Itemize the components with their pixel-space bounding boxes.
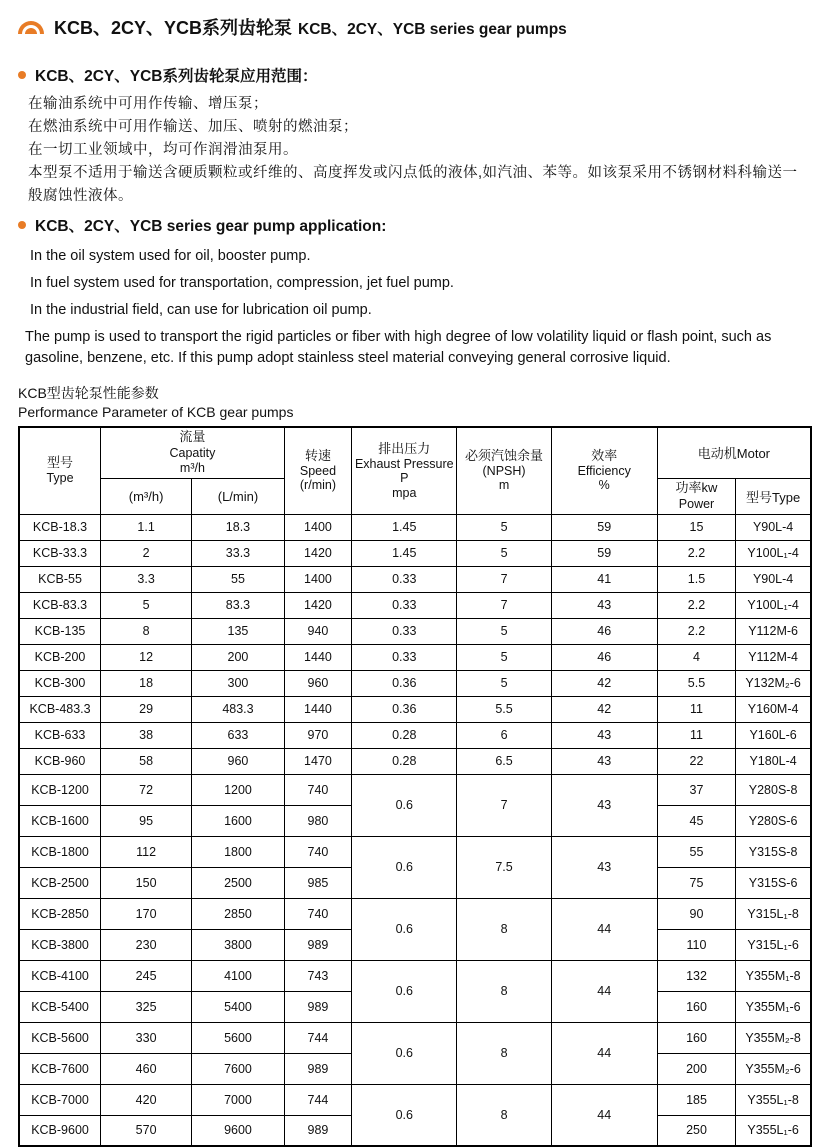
application-zh-line: 在输油系统中可用作传输、增压泵； [28, 96, 268, 112]
cell-power: 200 [657, 1053, 735, 1084]
table-title-zh: KCB型齿轮泵性能参数 [18, 385, 159, 401]
cell-pump-type: KCB-2500 [19, 867, 101, 898]
cell-capacity-lmin: 33.3 [192, 540, 285, 566]
cell-capacity-lmin: 7000 [192, 1084, 285, 1115]
cell-speed: 740 [284, 774, 351, 805]
table-row [19, 618, 811, 644]
cell-capacity-m3h: 150 [101, 867, 192, 898]
cell-capacity-lmin: 9600 [192, 1115, 285, 1146]
table-row [19, 1022, 811, 1053]
cell-efficiency: 46 [551, 618, 657, 644]
cell-power: 110 [657, 929, 735, 960]
section-heading-en-row [18, 214, 812, 236]
cell-capacity-lmin: 4100 [192, 960, 285, 991]
header-pressure [352, 427, 457, 514]
cell-power: 160 [657, 991, 735, 1022]
cell-capacity-m3h: 3.3 [101, 566, 192, 592]
cell-efficiency: 59 [551, 514, 657, 540]
header-power [657, 478, 735, 514]
bullet-icon [18, 221, 26, 229]
cell-npsh: 5 [457, 514, 551, 540]
cell-pump-type: KCB-4100 [19, 960, 101, 991]
cell-efficiency: 59 [551, 540, 657, 566]
header-speed-unit: (r/min) [299, 478, 336, 493]
application-zh-line: 本型泵不适用于输送含硬质颗粒或纤维的、高度挥发或闪点低的液体,如汽油、苯等。如该泵采用不锈钢材料科输送一般腐蚀性液体。 [28, 165, 798, 204]
cell-pump-type: KCB-960 [19, 748, 101, 774]
cell-speed: 744 [284, 1022, 351, 1053]
cell-pump-type: KCB-55 [19, 566, 101, 592]
table-row [19, 1084, 811, 1115]
cell-pressure: 0.6 [352, 960, 457, 1022]
cell-motor-type: Y100L₁-4 [736, 540, 811, 566]
cell-pressure: 0.36 [352, 696, 457, 722]
table-row [19, 540, 811, 566]
header-npsh-en: (NPSH) [482, 463, 526, 478]
header-power-en: Power [678, 496, 715, 511]
header-capacity-lmin: (L/min) [192, 478, 285, 514]
cell-capacity-lmin: 2850 [192, 898, 285, 929]
cell-motor-type: Y90L-4 [736, 566, 811, 592]
header-speed-en: Speed [299, 463, 337, 478]
page-title-en: KCB、2CY、YCB series gear pumps [298, 21, 567, 38]
cell-power: 55 [657, 836, 735, 867]
cell-capacity-m3h: 12 [101, 644, 192, 670]
table-row [19, 774, 811, 805]
header-pump-type [19, 427, 101, 514]
header-efficiency-en: Efficiency [577, 463, 631, 478]
cell-npsh: 5 [457, 644, 551, 670]
cell-motor-type: Y280S-8 [736, 774, 811, 805]
cell-pressure: 0.33 [352, 592, 457, 618]
header-npsh [457, 427, 551, 514]
cell-capacity-m3h: 112 [101, 836, 192, 867]
cell-pressure: 0.36 [352, 670, 457, 696]
arc-logo-icon [18, 21, 44, 34]
cell-capacity-m3h: 8 [101, 618, 192, 644]
cell-power: 45 [657, 805, 735, 836]
cell-capacity-lmin: 135 [192, 618, 285, 644]
cell-efficiency: 44 [551, 1022, 657, 1084]
header-pressure-zh: 排出压力 [378, 440, 431, 456]
cell-capacity-lmin: 7600 [192, 1053, 285, 1084]
table-row [19, 696, 811, 722]
table-row [19, 960, 811, 991]
cell-efficiency: 43 [551, 722, 657, 748]
cell-npsh: 5.5 [457, 696, 551, 722]
cell-speed: 980 [284, 805, 351, 836]
cell-npsh: 7 [457, 592, 551, 618]
cell-motor-type: Y315S-8 [736, 836, 811, 867]
cell-speed: 1440 [284, 644, 351, 670]
cell-power: 22 [657, 748, 735, 774]
cell-npsh: 8 [457, 960, 551, 1022]
cell-speed: 989 [284, 991, 351, 1022]
cell-speed: 989 [284, 1053, 351, 1084]
header-pressure-en: Exhaust Pressure P [354, 456, 454, 486]
cell-capacity-m3h: 72 [101, 774, 192, 805]
application-zh-lines [28, 93, 812, 208]
cell-motor-type: Y315S-6 [736, 867, 811, 898]
cell-pump-type: KCB-1200 [19, 774, 101, 805]
cell-capacity-lmin: 1800 [192, 836, 285, 867]
cell-motor-type: Y355L₁-8 [736, 1084, 811, 1115]
cell-power: 1.5 [657, 566, 735, 592]
cell-motor-type: Y280S-6 [736, 805, 811, 836]
cell-power: 2.2 [657, 592, 735, 618]
cell-pump-type: KCB-7000 [19, 1084, 101, 1115]
cell-npsh: 5 [457, 618, 551, 644]
cell-motor-type: Y112M-4 [736, 644, 811, 670]
header-power-zh: 功率kw [675, 480, 718, 496]
cell-pump-type: KCB-5400 [19, 991, 101, 1022]
cell-speed: 1420 [284, 540, 351, 566]
table-title-en: Performance Parameter of KCB gear pumps [18, 404, 294, 420]
application-en-line: In fuel system used for transportation, compression, jet fuel pump. [30, 275, 454, 291]
header-efficiency-zh: 效率 [591, 448, 618, 463]
cell-efficiency: 44 [551, 898, 657, 960]
table-row [19, 836, 811, 867]
cell-capacity-m3h: 570 [101, 1115, 192, 1146]
cell-capacity-lmin: 5400 [192, 991, 285, 1022]
section-application-zh [18, 64, 812, 208]
table-row [19, 722, 811, 748]
section-application-en [18, 214, 812, 369]
cell-capacity-lmin: 18.3 [192, 514, 285, 540]
cell-motor-type: Y90L-4 [736, 514, 811, 540]
cell-speed: 744 [284, 1084, 351, 1115]
cell-power: 90 [657, 898, 735, 929]
header-pressure-unit: mpa [392, 485, 417, 500]
table-row [19, 898, 811, 929]
cell-npsh: 7 [457, 774, 551, 836]
application-en-paragraph: The pump is used to transport the rigid particles or fiber with high degree of low volatility liquid or flash point, such as gasoline, benzene, etc. If this pump adopt stainless steel material conveying general corrosive liquid. [25, 329, 772, 366]
section-heading-en: KCB、2CY、YCB series gear pump application: [35, 218, 387, 235]
header-type-en: Type [46, 471, 74, 486]
cell-capacity-lmin: 3800 [192, 929, 285, 960]
cell-power: 11 [657, 722, 735, 748]
cell-speed: 960 [284, 670, 351, 696]
cell-efficiency: 44 [551, 960, 657, 1022]
cell-capacity-lmin: 483.3 [192, 696, 285, 722]
table-row [19, 670, 811, 696]
cell-efficiency: 42 [551, 696, 657, 722]
cell-capacity-m3h: 38 [101, 722, 192, 748]
cell-motor-type: Y100L₁-4 [736, 592, 811, 618]
cell-capacity-m3h: 420 [101, 1084, 192, 1115]
cell-motor-type: Y355M₁-6 [736, 991, 811, 1022]
cell-capacity-m3h: 245 [101, 960, 192, 991]
header-npsh-unit: m [498, 478, 510, 493]
header-capacity [101, 427, 285, 478]
cell-power: 15 [657, 514, 735, 540]
cell-npsh: 6.5 [457, 748, 551, 774]
page-title-zh: KCB、2CY、YCB系列齿轮泵 [54, 18, 293, 38]
cell-motor-type: Y355M₂-8 [736, 1022, 811, 1053]
cell-capacity-lmin: 5600 [192, 1022, 285, 1053]
header-capacity-unit: m³/h [179, 461, 205, 476]
header-speed-zh: 转速 [304, 448, 331, 463]
cell-capacity-lmin: 200 [192, 644, 285, 670]
cell-speed: 940 [284, 618, 351, 644]
cell-speed: 740 [284, 898, 351, 929]
cell-efficiency: 42 [551, 670, 657, 696]
cell-npsh: 6 [457, 722, 551, 748]
cell-npsh: 7 [457, 566, 551, 592]
cell-capacity-lmin: 83.3 [192, 592, 285, 618]
cell-power: 11 [657, 696, 735, 722]
cell-motor-type: Y315L₁-8 [736, 898, 811, 929]
cell-capacity-lmin: 2500 [192, 867, 285, 898]
application-zh-line: 在一切工业领域中，均可作润滑油泵用。 [28, 142, 298, 158]
cell-npsh: 8 [457, 1084, 551, 1146]
cell-motor-type: Y355L₁-6 [736, 1115, 811, 1146]
cell-capacity-lmin: 300 [192, 670, 285, 696]
cell-npsh: 7.5 [457, 836, 551, 898]
performance-table-body [19, 514, 811, 1146]
cell-speed: 989 [284, 1115, 351, 1146]
cell-speed: 1400 [284, 514, 351, 540]
page-title [18, 14, 812, 40]
cell-capacity-m3h: 58 [101, 748, 192, 774]
cell-efficiency: 41 [551, 566, 657, 592]
cell-npsh: 5 [457, 540, 551, 566]
cell-power: 4 [657, 644, 735, 670]
cell-speed: 985 [284, 867, 351, 898]
cell-motor-type: Y160L-6 [736, 722, 811, 748]
cell-pump-type: KCB-200 [19, 644, 101, 670]
cell-pump-type: KCB-83.3 [19, 592, 101, 618]
cell-pressure: 0.33 [352, 566, 457, 592]
cell-pump-type: KCB-1600 [19, 805, 101, 836]
header-type-zh: 型号 [47, 455, 74, 471]
cell-pressure: 0.6 [352, 1022, 457, 1084]
header-efficiency [551, 427, 657, 514]
cell-capacity-m3h: 18 [101, 670, 192, 696]
cell-power: 5.5 [657, 670, 735, 696]
cell-capacity-m3h: 325 [101, 991, 192, 1022]
section-heading-zh-row [18, 64, 812, 86]
table-header [19, 427, 811, 514]
header-motor-type: 型号Type [736, 478, 811, 514]
table-row [19, 514, 811, 540]
cell-capacity-lmin: 960 [192, 748, 285, 774]
section-heading-zh: KCB、2CY、YCB系列齿轮泵应用范围： [35, 68, 318, 85]
page-title-text [54, 14, 567, 40]
cell-speed: 1440 [284, 696, 351, 722]
cell-efficiency: 43 [551, 836, 657, 898]
cell-power: 185 [657, 1084, 735, 1115]
header-capacity-en: Capatity [169, 445, 216, 460]
cell-motor-type: Y112M-6 [736, 618, 811, 644]
cell-efficiency: 43 [551, 774, 657, 836]
cell-npsh: 5 [457, 670, 551, 696]
cell-pump-type: KCB-7600 [19, 1053, 101, 1084]
cell-speed: 970 [284, 722, 351, 748]
cell-pressure: 0.33 [352, 618, 457, 644]
cell-pump-type: KCB-135 [19, 618, 101, 644]
table-row [19, 566, 811, 592]
cell-speed: 740 [284, 836, 351, 867]
cell-pump-type: KCB-2850 [19, 898, 101, 929]
cell-speed: 1470 [284, 748, 351, 774]
cell-pump-type: KCB-1800 [19, 836, 101, 867]
cell-speed: 743 [284, 960, 351, 991]
cell-capacity-m3h: 2 [101, 540, 192, 566]
application-en-line: In the industrial field, can use for lubrication oil pump. [30, 302, 372, 318]
cell-power: 132 [657, 960, 735, 991]
cell-speed: 989 [284, 929, 351, 960]
cell-capacity-m3h: 95 [101, 805, 192, 836]
application-en-line: In the oil system used for oil, booster pump. [30, 248, 311, 264]
cell-capacity-m3h: 5 [101, 592, 192, 618]
cell-capacity-m3h: 1.1 [101, 514, 192, 540]
cell-speed: 1420 [284, 592, 351, 618]
cell-efficiency: 44 [551, 1084, 657, 1146]
cell-pump-type: KCB-3800 [19, 929, 101, 960]
cell-power: 75 [657, 867, 735, 898]
cell-pressure: 0.6 [352, 774, 457, 836]
header-capacity-m3h: (m³/h) [101, 478, 192, 514]
cell-capacity-m3h: 230 [101, 929, 192, 960]
cell-npsh: 8 [457, 898, 551, 960]
cell-pump-type: KCB-18.3 [19, 514, 101, 540]
cell-pump-type: KCB-9600 [19, 1115, 101, 1146]
cell-motor-type: Y132M₂-6 [736, 670, 811, 696]
bullet-icon [18, 71, 26, 79]
table-row [19, 748, 811, 774]
cell-pump-type: KCB-483.3 [19, 696, 101, 722]
cell-efficiency: 43 [551, 748, 657, 774]
cell-motor-type: Y355M₂-6 [736, 1053, 811, 1084]
cell-motor-type: Y180L-4 [736, 748, 811, 774]
cell-motor-type: Y315L₁-6 [736, 929, 811, 960]
cell-pressure: 0.6 [352, 898, 457, 960]
table-row [19, 592, 811, 618]
cell-power: 2.2 [657, 540, 735, 566]
performance-table [18, 426, 812, 1147]
cell-pressure: 0.6 [352, 836, 457, 898]
application-en-lines [30, 243, 812, 324]
application-zh-line: 在燃油系统中可用作输送、加压、喷射的燃油泵； [28, 119, 358, 135]
cell-pressure: 0.28 [352, 722, 457, 748]
header-npsh-zh: 必须汽蚀余量 [465, 448, 544, 463]
table-row [19, 644, 811, 670]
header-speed [284, 427, 351, 514]
cell-pressure: 0.33 [352, 644, 457, 670]
cell-capacity-m3h: 29 [101, 696, 192, 722]
cell-pressure: 1.45 [352, 514, 457, 540]
cell-capacity-m3h: 460 [101, 1053, 192, 1084]
cell-speed: 1400 [284, 566, 351, 592]
table-titles [18, 384, 812, 422]
cell-capacity-lmin: 1600 [192, 805, 285, 836]
header-motor-group: 电动机Motor [657, 427, 811, 478]
cell-pressure: 0.28 [352, 748, 457, 774]
cell-capacity-lmin: 55 [192, 566, 285, 592]
cell-motor-type: Y160M-4 [736, 696, 811, 722]
cell-pressure: 1.45 [352, 540, 457, 566]
cell-pressure: 0.6 [352, 1084, 457, 1146]
cell-pump-type: KCB-300 [19, 670, 101, 696]
cell-power: 160 [657, 1022, 735, 1053]
cell-npsh: 8 [457, 1022, 551, 1084]
cell-power: 250 [657, 1115, 735, 1146]
cell-pump-type: KCB-33.3 [19, 540, 101, 566]
cell-power: 37 [657, 774, 735, 805]
cell-efficiency: 43 [551, 592, 657, 618]
cell-capacity-lmin: 1200 [192, 774, 285, 805]
cell-capacity-lmin: 633 [192, 722, 285, 748]
cell-pump-type: KCB-633 [19, 722, 101, 748]
cell-power: 2.2 [657, 618, 735, 644]
header-capacity-zh: 流量 [179, 429, 206, 444]
cell-capacity-m3h: 330 [101, 1022, 192, 1053]
header-efficiency-unit: % [598, 478, 610, 493]
cell-pump-type: KCB-5600 [19, 1022, 101, 1053]
cell-motor-type: Y355M₁-8 [736, 960, 811, 991]
cell-capacity-m3h: 170 [101, 898, 192, 929]
cell-efficiency: 46 [551, 644, 657, 670]
